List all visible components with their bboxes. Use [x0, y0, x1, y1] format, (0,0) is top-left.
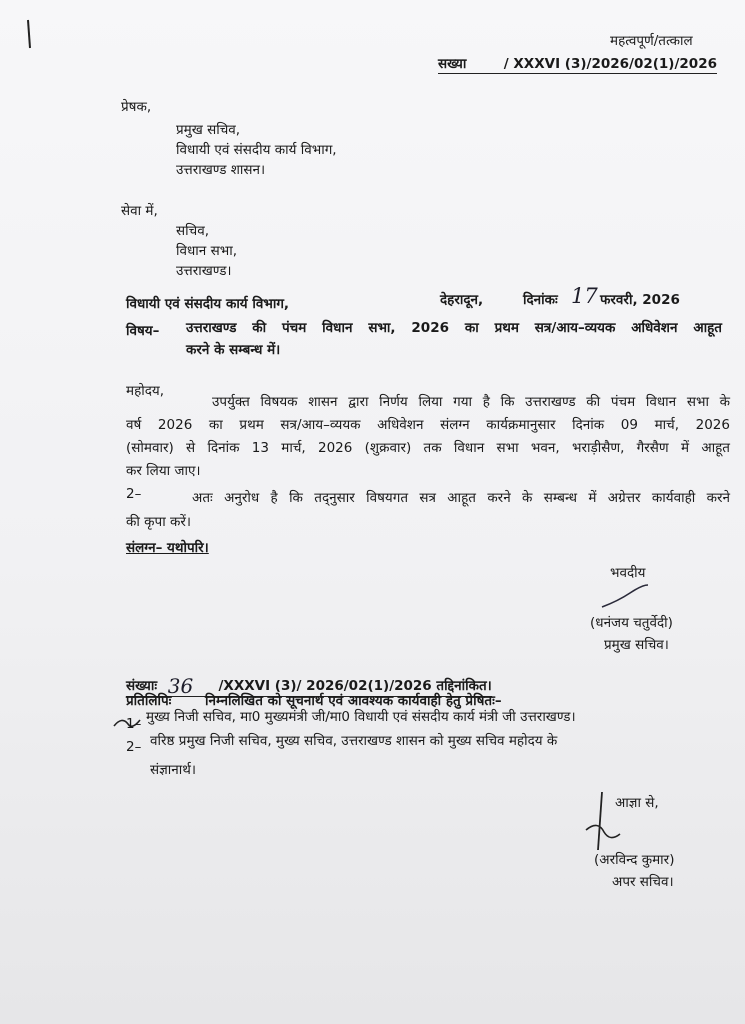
recipient-line-2: विधान सभा,: [176, 243, 237, 259]
copy-item-2-text: वरिष्ठ प्रमुख निजी सचिव, मुख्य सचिव, उत्तराखण्ड शासन को मुख्य सचिव महोदय के: [150, 733, 558, 749]
priority-label: महत्वपूर्ण/तत्काल: [610, 33, 693, 49]
para1-line-3: (सोमवार) से दिनांक 13 मार्च, 2026 (शुक्रवार) तक विधान सभा भवन, भराड़ीसैण, गैरसैण में आहूत: [126, 440, 730, 456]
subject-line-1: उत्तराखण्ड की पंचम विधान सभा, 2026 का प्रथम सत्र/आय–व्ययक अधिवेशन आहूत: [186, 320, 722, 336]
para2-line-1: अतः अनुरोध है कि तद्नुसार विषयगत सत्र आहूत करने के सम्बन्ध में अग्रेत्तर कार्यवाही करने: [192, 490, 730, 506]
recipient-line-3: उत्तराखण्ड।: [176, 263, 232, 279]
date-rest: फरवरी, 2026: [600, 292, 680, 308]
reference-number: / XXXVI (3)/2026/02(1)/2026: [503, 56, 717, 72]
signature2-name: (अरविन्द कुमार): [594, 852, 675, 868]
copy-item-2-text-cont: संज्ञानार्थ।: [150, 762, 197, 778]
date-label: दिनांकः: [523, 292, 558, 308]
enclosure-note: संलग्न– यथोपरि।: [126, 540, 209, 556]
signature2-image: [584, 790, 624, 856]
copy-number-handwritten: 36: [167, 674, 194, 698]
para2-line-2: की कृपा करें।: [126, 514, 191, 530]
signature1-closing: भवदीय: [610, 565, 646, 581]
para1-line-2: वर्ष 2026 का प्रथम सत्र/आय–व्ययक अधिवेशन संलग्न कार्यक्रमानुसार दिनांक 09 मार्च, 2026: [126, 417, 730, 433]
copy-item-1-number: 1–: [126, 716, 142, 732]
copy-number-label: संख्याः: [126, 678, 158, 694]
pen-mark: [24, 18, 34, 52]
para2-number: 2–: [126, 486, 142, 502]
copy-intro-text: निम्नलिखित को सूचनार्थ एवं आवश्यक कार्यवाही हेतु प्रेषितः–: [205, 693, 502, 709]
reference-line: [438, 56, 717, 74]
reference-label: सख्या: [438, 56, 467, 72]
place-name: देहरादून,: [440, 292, 484, 308]
para1-line-4: कर लिया जाए।: [126, 463, 201, 479]
sender-line-2: विधायी एवं संसदीय कार्य विभाग,: [176, 142, 337, 158]
copy-number-rest: /XXXVI (3)/ 2026/02(1)/2026 तद्दिनांकित।: [218, 678, 492, 694]
copy-item-2-number: 2–: [126, 739, 142, 755]
signature2-designation: अपर सचिव।: [612, 874, 674, 890]
recipient-line-1: सचिव,: [176, 223, 209, 239]
date-handwritten: 17: [571, 284, 598, 308]
recipient-label: सेवा में,: [121, 203, 158, 219]
salutation: महोदय,: [126, 383, 165, 399]
signature2-closing: आज्ञा से,: [615, 795, 659, 811]
signature1-designation: प्रमुख सचिव।: [604, 637, 669, 653]
sender-line-3: उत्तराखण्ड शासन।: [176, 162, 266, 178]
copy-intro-label: प्रतिलिपिः: [126, 693, 172, 709]
signature1-name: (धनंजय चतुर्वेदी): [590, 615, 673, 631]
subject-line-2: करने के सम्बन्ध में।: [186, 342, 281, 358]
department-name: विधायी एवं संसदीय कार्य विभाग,: [126, 296, 290, 312]
subject-label: विषय–: [126, 323, 160, 339]
para1-line-1: उपर्युक्त विषयक शासन द्वारा निर्णय लिया गया है कि उत्तराखण्ड की पंचम विधान सभा के: [212, 394, 730, 410]
copy-item-1-text: मुख्य निजी सचिव, मा0 मुख्यमंत्री जी/मा0 विधायी एवं संसदीय कार्य मंत्री जी उत्तराखण्ड।: [146, 709, 576, 725]
sender-label: प्रेषक,: [121, 99, 152, 115]
signature1-image: [600, 583, 650, 613]
sender-line-1: प्रमुख सचिव,: [176, 122, 241, 138]
